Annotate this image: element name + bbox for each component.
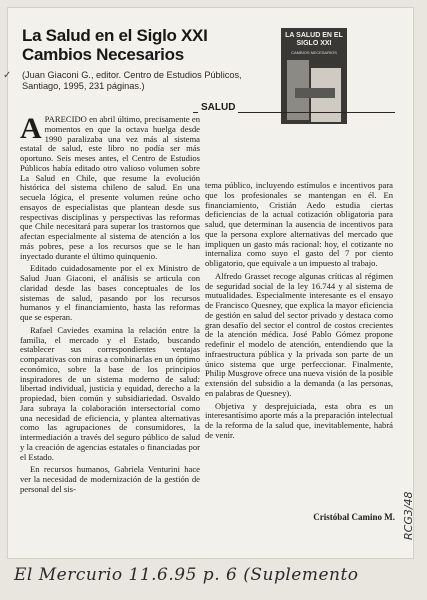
cover-title: LA SALUD EN EL SIGLO XXI bbox=[285, 32, 343, 47]
author-signature: Cristóbal Camino M. bbox=[313, 512, 395, 522]
paragraph: Editado cuidadosamente por el ex Ministro de Salud Juan Giaconi, el análisis se articula con claridad desde las bases conceptuales de los sistemas de salud, pasando por los recursos humanos y el financiamiento, hasta las reformas que se esperan. bbox=[20, 263, 200, 322]
book-credits: (Juan Giaconi G., editor. Centro de Estudios Públicos, Santiago, 1995, 231 páginas.) bbox=[22, 70, 242, 91]
archive-code: RCG3/48 bbox=[402, 491, 415, 540]
article-column-2 bbox=[205, 181, 393, 444]
section-label: SALUD bbox=[198, 102, 238, 113]
paragraph: Objetiva y desprejuiciada, esta obra es un interesantísimo aporte más a la preparación intelectual de la reforma de la salud que, inevitablemente, habrá de venir. bbox=[205, 400, 393, 440]
article-headline bbox=[22, 26, 272, 64]
paragraph: Rafael Caviedes examina la relación entre la familia, el mercado y el Estado, buscando establecer sus correspondientes ventajas comparativas con miras a combinarlas en un óptimo económico, sobre la base de los principios inspiradores de un sistema moderno de salud: libertad individual, justicia y equidad, derecho a la propiedad, bien común y subsidiariedad. Osvaldo Jara subraya la colaboración intersectorial como una necesidad de eficiencia, y plantea alternativas como las agrupaciones de consumidores, la intermediación a través del seguro público de salud y la creación de agencias estatales o financiadas por el Estado. bbox=[20, 324, 200, 462]
headline-line-2: Cambios Necesarios bbox=[22, 45, 184, 64]
headline-line-1: La Salud en el Siglo XXI bbox=[22, 26, 208, 45]
cover-graphic-block bbox=[295, 88, 335, 98]
article-column-1 bbox=[20, 112, 200, 498]
book-cover-image bbox=[281, 28, 347, 124]
source-annotation: El Mercurio 11.6.95 p. 6 (Suplemento bbox=[14, 565, 359, 585]
margin-check-mark: ✓ bbox=[3, 70, 12, 81]
paragraph: En recursos humanos, Gabriela Venturini hace ver la necesidad de modernización de la gestión de personal del sis- bbox=[20, 464, 200, 494]
paragraph: Alfredo Grasset recoge algunas críticas al régimen de seguridad social de la ley 16.744 y al sistema de mutualidades. Especialmente interesante es el ensayo de Francisco Quesney, que explica la mayor eficiencia de gestión en salud del sector privado y destaca como gran desafío del sector el control de costos crecientes de la atención médica. José Pablo Gómez propone redefinir el modelo de atención, entendiendo que la infraestructura pública y la privada son parte de un único sistema que urge perfeccionar. Finalmente, Philip Musgrove ofrece una nueva visión de la posible extensión del subsidio a la demanda (a las personas, en palabras de Quesney). bbox=[205, 270, 393, 398]
paragraph: APARECIDO en abril último, precisamente en momentos en que la octava huelga desde 1990 paralizaba una vez más al sistema estatal de salud, este libro no podía ser más oportuno. Seis meses antes, el Centro de Estudios Públicos había editado otro valioso volumen sobre La Salud en Chile, que resume la evolución histórica del sistema chileno de salud. En una secuela lógica, el presente volumen reúne ocho ensayos de especialistas que plantean desde sus respectivas disciplinas y perspectivas las reformas que Chile necesitará para superar los trastornos que afectan especialmente al sistema de atención a los más pobres, pese a los recursos que se le han inyectado durante el último quinquenio. bbox=[20, 112, 200, 261]
cover-subtitle: CAMBIOS NECESARIOS bbox=[291, 50, 337, 55]
paragraph: tema público, incluyendo estímulos e incentivos para que los profesionales se mantengan en él. En financiamiento, Cristián Aedo estudia ciertas deficiencias de la actual cotización obligatoria para salud, que determinan la ausencia de incentivos para que la persona explore alternativas del mercado que impliquen un gasto más racional: hoy, el cotizante no internaliza como suyo el gasto del 7 por ciento obligatorio, que equivale a un impuesto al trabajo. bbox=[205, 180, 393, 268]
drop-cap: A bbox=[20, 112, 42, 145]
